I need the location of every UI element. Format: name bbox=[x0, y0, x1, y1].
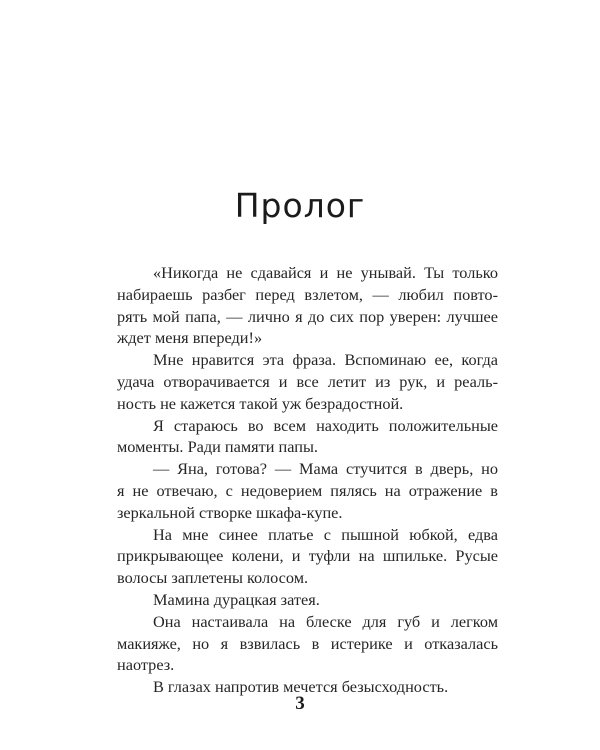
text-line: Мне нравится эта фраза. Вспоминаю ее, когда bbox=[153, 350, 498, 370]
text-line: рять мой папа, — лично я до сих пор уверен: лучшее bbox=[117, 306, 498, 326]
text-line: Я стараюсь во всем находить положительные bbox=[153, 415, 498, 435]
paragraph bbox=[117, 589, 498, 611]
page-number: 3 bbox=[295, 693, 305, 714]
text-line: набираешь разбег перед взлетом, — любил повто- bbox=[117, 284, 498, 304]
text-line: В глазах напротив мечется безысходность. bbox=[153, 677, 449, 697]
text-line: зеркальной створке шкафа-купе. bbox=[117, 502, 343, 522]
paragraph bbox=[117, 349, 498, 414]
text-line: наотрез. bbox=[117, 655, 175, 675]
text-line: ность не кажется такой уж безрадостной. bbox=[117, 393, 404, 413]
chapter-title: Пролог bbox=[234, 186, 366, 225]
paragraph bbox=[117, 415, 498, 459]
text-line: макияже, но я взвилась в истерике и отказалась bbox=[117, 633, 498, 653]
text-line: Она настаивала на блеске для губ и легком bbox=[153, 611, 498, 631]
text-line: волосы заплетены колосом. bbox=[117, 568, 309, 588]
text-line: На мне синее платье с пышной юбкой, едва bbox=[153, 524, 498, 544]
text-line: ждет меня впереди!» bbox=[117, 328, 263, 348]
text-line: удача отворачивается и все летит из рук, и реаль- bbox=[117, 371, 498, 391]
text-line: «Никогда не сдавайся и не унывай. Ты только bbox=[153, 263, 498, 282]
text-line: — Яна, готова? — Мама стучится в дверь, но bbox=[153, 459, 498, 479]
paragraph bbox=[117, 262, 498, 349]
paragraph bbox=[117, 611, 498, 676]
text-line: Мамина дурацкая затея. bbox=[153, 589, 320, 609]
paragraph bbox=[117, 524, 498, 589]
paragraph bbox=[117, 458, 498, 523]
text-line: прикрывающее колени, и туфли на шпильке. Русые bbox=[117, 546, 498, 566]
text-line: моменты. Ради памяти папы. bbox=[117, 437, 318, 457]
text-line: я не отвечаю, с недоверием пялясь на отражение в bbox=[117, 480, 498, 500]
body-text bbox=[117, 262, 498, 698]
